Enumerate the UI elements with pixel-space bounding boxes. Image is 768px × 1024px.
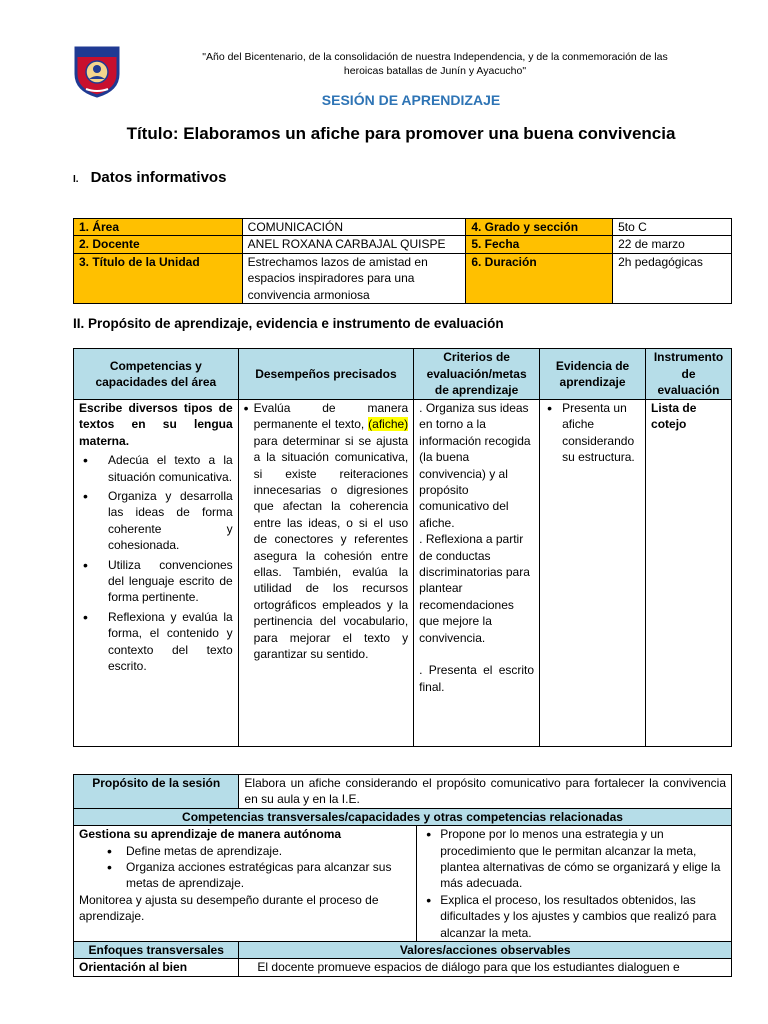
desempeno-part-2: para determinar si se ajusta a la situación comunicativa, si existe reiteraciones innecesarias o digresiones que afectan la coherencia entre las ideas, o si el uso de conectores y referentes asegura la cohesión entre ellas. También, evalúa la utilidad de los recursos ortográficos empleados y la pertinencia del vocabulario, para mejorar el texto y garantizar su sentido.: [253, 433, 409, 662]
instrumento-cell: Lista de cotejo: [646, 400, 732, 747]
criterio-2: . Reflexiona a partir de conductas discriminatorias para plantear recomendaciones que mejore la convivencia.: [419, 532, 530, 645]
header-competencias: Competencias y capacidades del área: [74, 349, 239, 400]
transversal-right-item: • Propone por lo menos una estrategia y un procedimiento que le permitan alcanzar la meta, plantea alternativas de cómo se organizará y elige la más adecuada.: [422, 826, 726, 892]
unit-label: 3. Título de la Unidad: [74, 253, 243, 303]
bullet-icon: •: [547, 400, 552, 416]
area-value: COMUNICACIÓN: [242, 219, 466, 236]
header-desempenos: Desempeños precisados: [238, 349, 414, 400]
competencias-cell: [74, 400, 239, 747]
enfoques-header: Enfoques transversales: [74, 942, 239, 959]
capacidad-item: • Utiliza convenciones del lenguaje escrito de forma pertinente.: [79, 557, 233, 606]
header-criterios: Criterios de evaluación/metas de aprendizaje: [414, 349, 540, 400]
capacidades-list: [79, 452, 233, 674]
session-label: SESIÓN DE APRENDIZAJE: [321, 92, 501, 108]
document-title: Título: Elaboramos un afiche para promover una buena convivencia: [126, 124, 676, 143]
evidencia-text: [545, 400, 640, 466]
bullet-icon: •: [243, 400, 249, 416]
capacidad-item: • Reflexiona y evalúa la forma, el contenido y contexto del texto escrito.: [79, 609, 233, 675]
teacher-value: ANEL ROXANA CARBAJAL QUISPE: [242, 236, 466, 253]
unit-value: Estrechamos lazos de amistad en espacios inspiradores para una convivencia armoniosa: [242, 253, 466, 303]
capacidad-item: • Adecúa el texto a la situación comunicativa.: [79, 452, 233, 485]
purpose-label: Propósito de la sesión: [74, 775, 239, 809]
duration-label: 6. Duración: [466, 253, 613, 303]
transversal-right-cell: [417, 826, 732, 942]
valor-1: El docente promueve espacios de diálogo para que los estudiantes dialoguen e: [239, 959, 732, 976]
duration-value: 2h pedagógicas: [613, 253, 732, 303]
transversal-list: [79, 843, 411, 892]
desempeno-part-1: Evalúa de manera permanente el texto,: [253, 401, 409, 432]
transversal-header: Competencias transversales/capacidades y otras competencias relacionadas: [74, 808, 732, 825]
purpose-value: Elabora un afiche considerando el propósito comunicativo para fortalecer la convivencia en su aula y en la I.E.: [239, 775, 732, 809]
section-1-heading: [73, 169, 226, 186]
school-crest-logo: [72, 44, 122, 98]
criterio-1: . Organiza sus ideas en torno a la información recogida (la buena convivencia) y al propósito comunicativo del afiche.: [419, 401, 531, 530]
section-2-heading: II. Propósito de aprendizaje, evidencia e instrumento de evaluación: [73, 316, 504, 331]
transversal-right-list: [422, 826, 726, 941]
motto-line-2: heroicas batallas de Junín y Ayacucho": [343, 65, 527, 77]
section-1-title: Datos informativos: [90, 169, 227, 186]
section-1-number: I.: [73, 174, 79, 185]
capacidad-item: • Organiza y desarrolla las ideas de forma coherente y cohesionada.: [79, 488, 233, 554]
transversal-title: Gestiona su aprendizaje de manera autónoma: [79, 827, 342, 842]
date-label: 5. Fecha: [466, 236, 613, 253]
evidencia-value: Presenta un afiche considerando su estructura.: [562, 401, 635, 465]
session-purpose-table: [73, 774, 732, 977]
valores-header: Valores/acciones observables: [239, 942, 732, 959]
criterios-cell: [414, 400, 540, 747]
desempeno-text: [244, 400, 409, 663]
purpose-table: [73, 348, 732, 747]
header-evidencia: Evidencia de aprendizaje: [540, 349, 646, 400]
competencia-title: Escribe diversos tipos de textos en su lengua materna.: [79, 401, 233, 448]
header-instrumento: Instrumento de evaluación: [646, 349, 732, 400]
motto-line-1: "Año del Bicentenario, de la consolidación de nuestra Independencia, y de la conmemoración de las: [202, 51, 668, 63]
date-value: 22 de marzo: [613, 236, 732, 253]
evidencia-cell: [540, 400, 646, 747]
transversal-right-item: • Explica el proceso, los resultados obtenidos, las dificultades y los ajustes y cambios que realizó para alcanzar la meta.: [422, 892, 726, 941]
criterio-3: . Presenta el escrito final.: [419, 663, 535, 694]
info-table: [73, 218, 732, 304]
grade-label: 4. Grado y sección: [466, 219, 613, 236]
grade-value: 5to C: [613, 219, 732, 236]
desempenos-cell: [238, 400, 414, 747]
year-motto: [150, 50, 720, 78]
enfoque-1: Orientación al bien: [74, 959, 239, 976]
desempeno-highlight: (afiche): [368, 417, 409, 432]
area-label: 1. Área: [74, 219, 243, 236]
transversal-item: • Organiza acciones estratégicas para alcanzar sus metas de aprendizaje.: [79, 859, 411, 892]
teacher-label: 2. Docente: [74, 236, 243, 253]
transversal-extra: Monitorea y ajusta su desempeño durante el proceso de aprendizaje.: [79, 892, 379, 924]
transversal-left-cell: [74, 826, 417, 942]
transversal-item: • Define metas de aprendizaje.: [79, 843, 411, 859]
